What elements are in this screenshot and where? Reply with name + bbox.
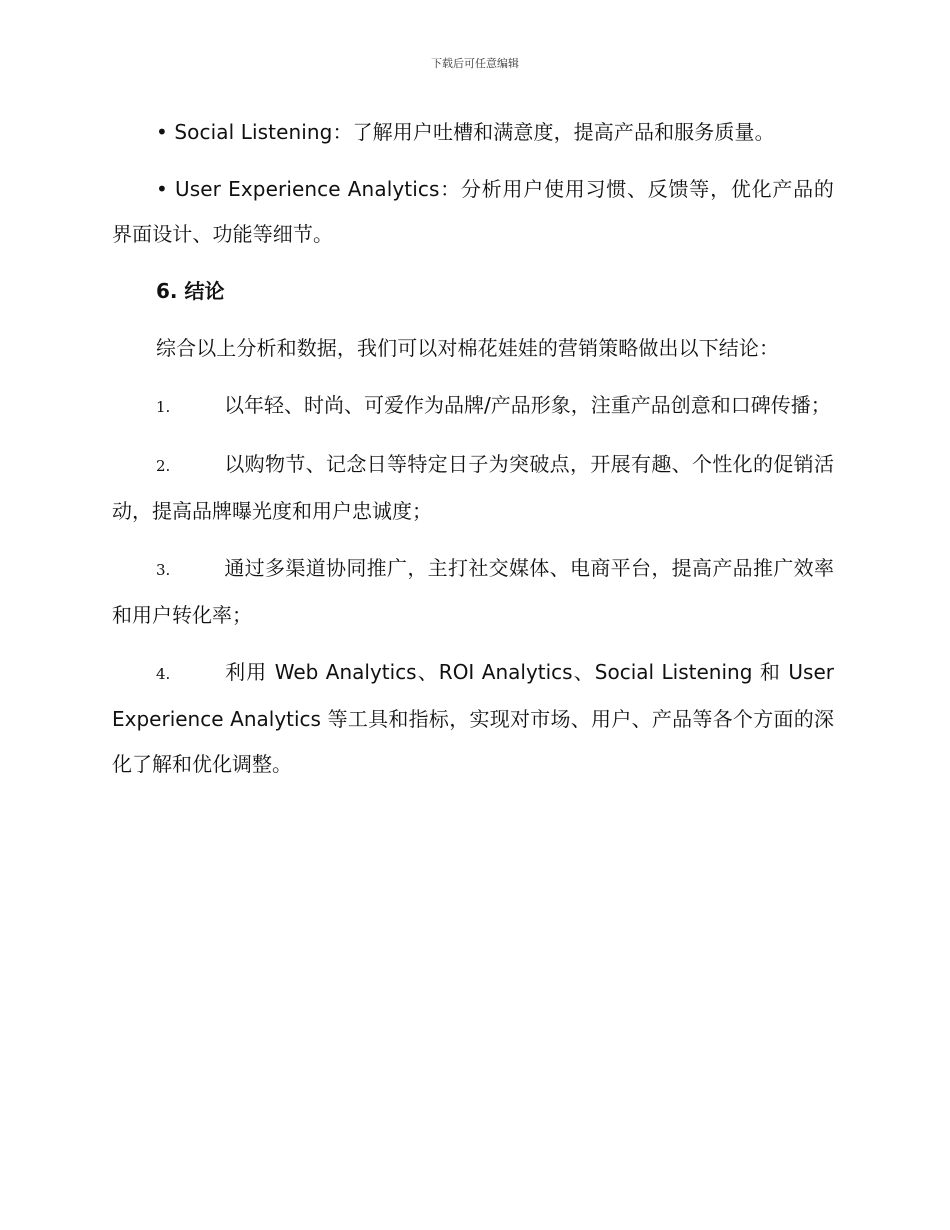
bullet-user-experience-analytics: • User Experience Analytics：分析用户使用习惯、反馈等，优化产品的界面设计、功能等细节。 [112, 177, 834, 246]
list-number: 4. [156, 665, 171, 683]
conclusion-item-2 [112, 442, 834, 534]
conclusion-item-1 [112, 383, 834, 430]
list-number: 1. [156, 398, 171, 416]
section-heading: 6. 结论 [156, 279, 225, 303]
list-text: 利用 Web Analytics、ROI Analytics、Social Listening 和 User Experience Analytics 等工具和指标，实现对市场、用户、产品等各个方面的深化了解和优化调整。 [112, 660, 834, 776]
conclusion-item-4 [112, 650, 834, 787]
bullet-social-listening: • Social Listening：了解用户吐槽和满意度，提高产品和服务质量。 [156, 120, 775, 144]
header-note: 下载后可任意编辑 [431, 57, 519, 70]
list-text: 以购物节、记念日等特定日子为突破点，开展有趣、个性化的促销活动，提高品牌曝光度和用户忠诚度； [112, 452, 834, 523]
list-text: 通过多渠道协同推广，主打社交媒体、电商平台，提高产品推广效率和用户转化率； [112, 556, 834, 627]
list-number: 2. [156, 457, 171, 475]
list-text: 以年轻、时尚、可爱作为品牌/产品形象，注重产品创意和口碑传播； [224, 393, 831, 417]
list-number: 3. [156, 561, 171, 579]
section-intro: 综合以上分析和数据，我们可以对棉花娃娃的营销策略做出以下结论： [156, 336, 780, 360]
conclusion-item-3 [112, 546, 834, 638]
document-body [112, 110, 834, 799]
